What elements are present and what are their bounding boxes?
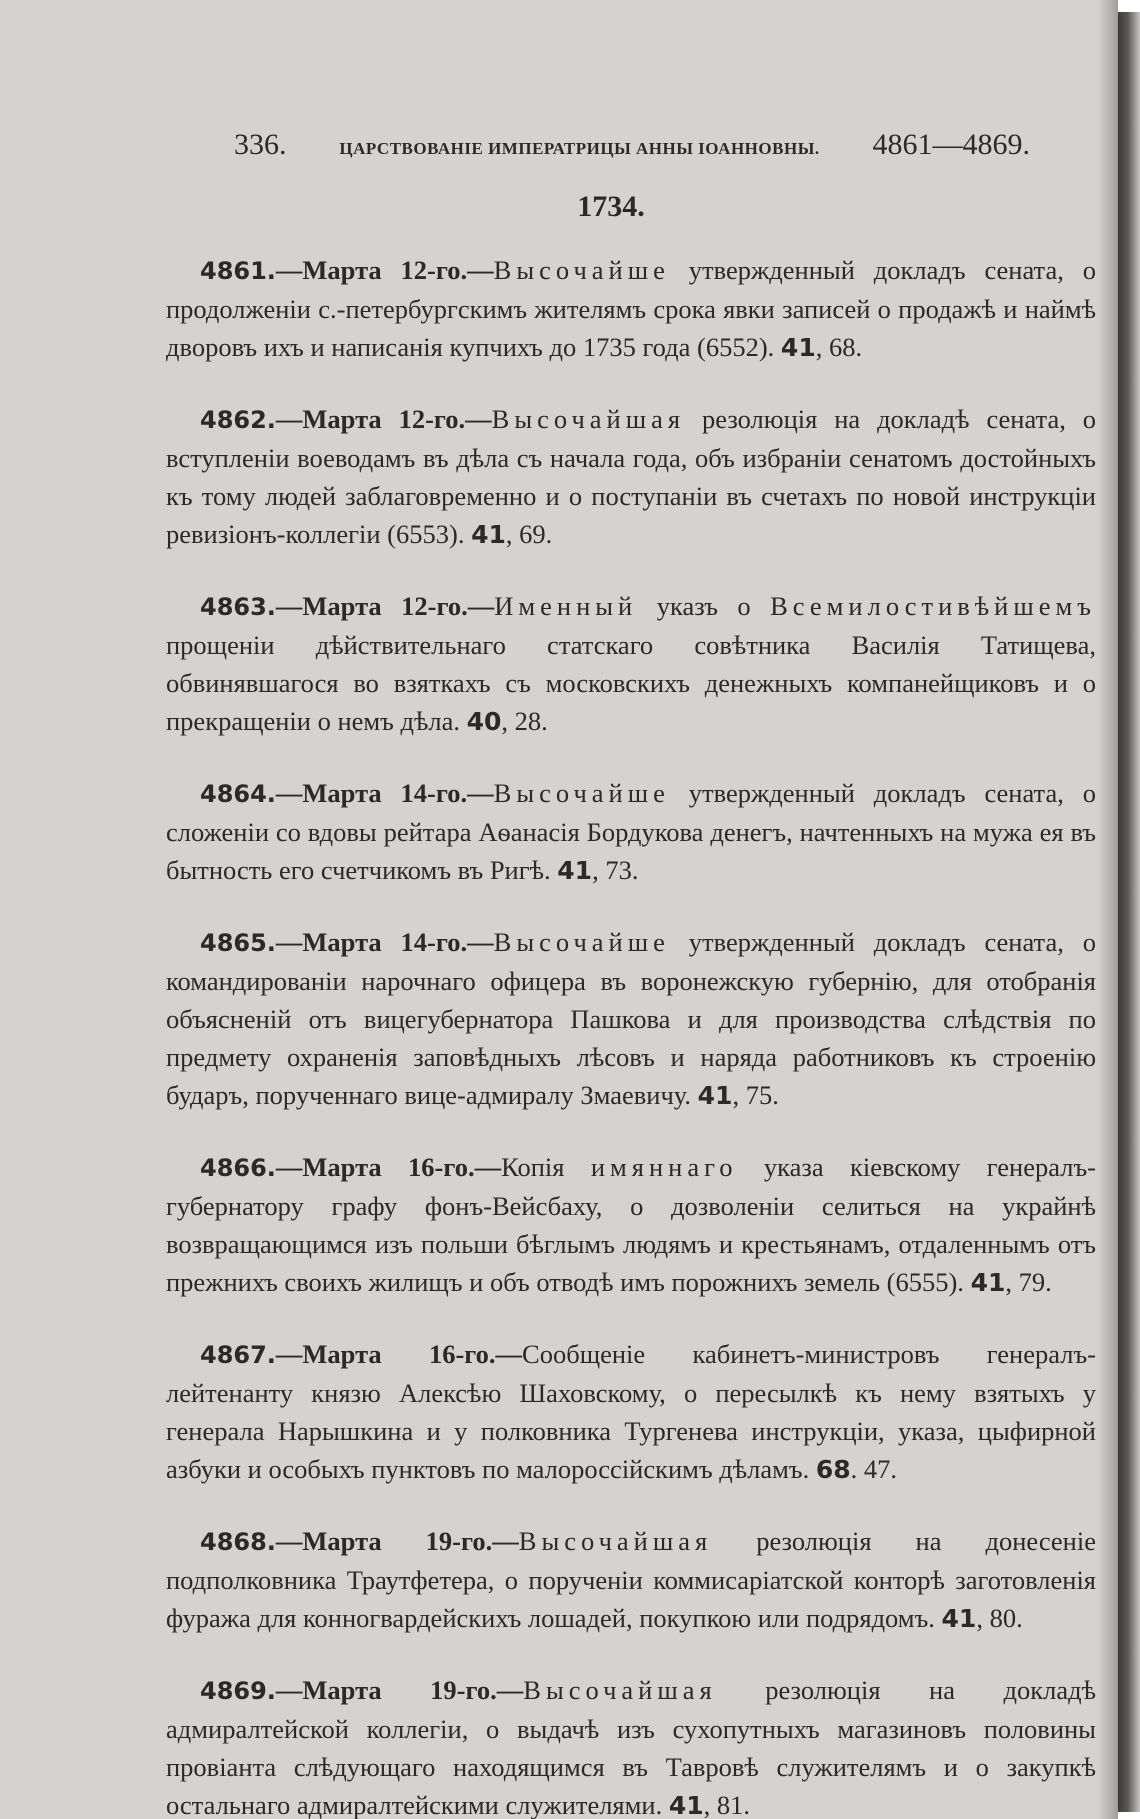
volume-ref: 41 — [668, 1790, 704, 1819]
entry-number: 4861. — [200, 256, 276, 285]
entry-kind: имяннаго — [590, 1151, 738, 1182]
entry-4868 — [166, 1522, 1096, 1638]
text-block — [166, 128, 1096, 1819]
entry-number: 4862. — [200, 405, 276, 434]
entry-number: 4869. — [200, 1676, 276, 1705]
entry-kind: Высочайше — [493, 926, 670, 957]
entry-text-2: прощеніи дѣйствительнаго статскаго совѣтника Василія Татищева, обвинявшагося во взяткахъ съ московскихъ денежныхъ компанейщиковъ и о прекращеніи о немъ дѣла. — [166, 629, 1096, 736]
entry-date: —Марта 16-го.— — [275, 1151, 502, 1182]
entry-number: 4868. — [200, 1527, 276, 1556]
entry-4869 — [166, 1671, 1096, 1819]
entry-text: Сообщеніе кабинетъ-министровъ генералъ-лейтенанту князю Алексѣю Шаховскому, о пересылкѣ къ нему взятыхъ у генерала Нарышкина и у полковника Тургенева инструкціи, указа, цыфирной азбуки и особыхъ пунктовъ по малороссійскимъ дѣламъ. — [166, 1338, 1096, 1484]
entry-text: утвержденный докладъ сената, о продолженіи с.-петербургскимъ жителямъ срока явки записей о продажѣ и наймѣ дворовъ ихъ и написанія купчихъ до 1735 года (6552). — [166, 254, 1096, 362]
entry-kind: Высочайшая — [491, 403, 686, 434]
entry-date: —Марта 16-го.— — [275, 1338, 523, 1369]
entry-kind-2: Всемилостивѣйшемъ — [770, 590, 1096, 621]
running-head — [234, 128, 1030, 172]
entry-kind: Высочайше — [493, 254, 670, 285]
entry-number: 4864. — [200, 779, 276, 808]
year-heading: 1734. — [577, 190, 645, 223]
entry-date: —Марта 12-го.— — [275, 590, 495, 621]
entry-text: резолюція на донесеніе подполковника Траутфетера, о порученіи коммисаріатской конторѣ заготовленія фуража для конногвардейскихъ лошадей, покупкою или подрядомъ. — [166, 1525, 1096, 1633]
entry-4866 — [166, 1148, 1096, 1302]
entry-text: резолюція на докладѣ сената, о вступленіи воеводамъ въ дѣла съ начала года, объ избраніи сенатомъ достойныхъ къ тому людей заблаговременно и о поступаніи въ счетахъ по новой инструкціи ревизіонъ-коллегіи (6553). — [166, 403, 1096, 549]
page-number: 336. — [234, 128, 287, 161]
page-edge-shadow — [1118, 12, 1140, 1812]
entry-range: 4861—4869. — [872, 128, 1030, 161]
entry-4867 — [166, 1335, 1096, 1489]
page-ref: , 80. — [976, 1602, 1023, 1633]
entry-text: резолюція на докладѣ адмиралтейской коллегіи, о выдачѣ изъ сухопутныхъ магазиновъ половины провіанта слѣдующаго находящимся въ Тавровѣ служителямъ и о закупкѣ остальнаго адмиралтейскими служителями. — [166, 1674, 1096, 1819]
volume-ref: 41 — [941, 1603, 977, 1633]
entry-date: —Марта 14-го.— — [275, 777, 494, 808]
entry-date: —Марта 19-го.— — [275, 1525, 519, 1556]
entry-kind: Высочайше — [493, 777, 670, 808]
volume-ref: 68 — [815, 1454, 851, 1484]
page-ref: , 68. — [815, 331, 863, 362]
entry-4863 — [166, 587, 1096, 741]
page-ref: , 75. — [732, 1079, 779, 1110]
entry-kind: Высочайшая — [523, 1674, 717, 1705]
entry-text: указа кіевскому генералъ-губернатору графу фонъ-Вейсбаху, о дозволеніи селиться на украйнѣ возвращающимся изъ польши бѣглымъ людямъ и крестьянамъ, отдаленнымъ отъ прежнихъ своихъ жилищъ и объ отводѣ имъ порожнихъ земель (6555). — [166, 1151, 1096, 1297]
entry-date: —Марта 19-го.— — [275, 1674, 524, 1705]
entry-kind: Именный — [494, 590, 638, 621]
volume-ref: 41 — [970, 1267, 1006, 1297]
page-ref: , 79. — [1005, 1266, 1052, 1297]
page-ref: , 69. — [505, 518, 553, 549]
page-ref: , 81. — [703, 1789, 750, 1819]
entry-date: —Марта 14-го.— — [275, 926, 494, 957]
volume-ref: 41 — [471, 519, 506, 549]
page-ref: , 28. — [501, 705, 548, 736]
entry-text: указъ о — [637, 590, 771, 621]
page-gutter-shadow — [1098, 0, 1118, 1819]
entry-number: 4863. — [200, 592, 276, 621]
entry-4861 — [166, 251, 1096, 367]
entry-date: —Марта 12-го.— — [275, 254, 494, 285]
entry-4862 — [166, 400, 1096, 554]
entry-text: утвержденный докладъ сената, о командированіи нарочнаго офицера въ воронежскую губернію, для отобранія объясненій отъ вицегубернатора Пашкова и для производства слѣдствія по предмету охраненія заповѣдныхъ лѣсовъ и наряда работниковъ къ строенію бударъ, порученнаго вице-адмиралу Змаевичу. — [166, 926, 1096, 1110]
page-ref: . 47. — [850, 1453, 898, 1484]
entry-number: 4867. — [200, 1340, 276, 1369]
page-ref: , 73. — [592, 854, 639, 885]
entry-number: 4865. — [200, 928, 276, 957]
entry-text: утвержденный докладъ сената, о сложеніи со вдовы рейтара Аѳанасія Бордукова денегъ, начтенныхъ на мужа ея въ бытность его счетчикомъ въ Ригѣ. — [166, 777, 1096, 885]
volume-ref: 41 — [780, 332, 816, 362]
entry-pre: Копія — [501, 1151, 591, 1182]
entry-date: —Марта 12-го.— — [275, 403, 492, 434]
entry-4865 — [166, 923, 1096, 1115]
entry-4864 — [166, 774, 1096, 890]
running-title: ЦАРСТВОВАНІЕ ИМПЕРАТРИЦЫ АННЫ ІОАННОВНЫ. — [339, 139, 820, 158]
entry-number: 4866. — [200, 1153, 276, 1182]
volume-ref: 41 — [557, 855, 593, 885]
entry-kind: Высочайшая — [518, 1525, 713, 1556]
volume-ref: 41 — [697, 1080, 733, 1110]
volume-ref: 40 — [466, 706, 502, 736]
